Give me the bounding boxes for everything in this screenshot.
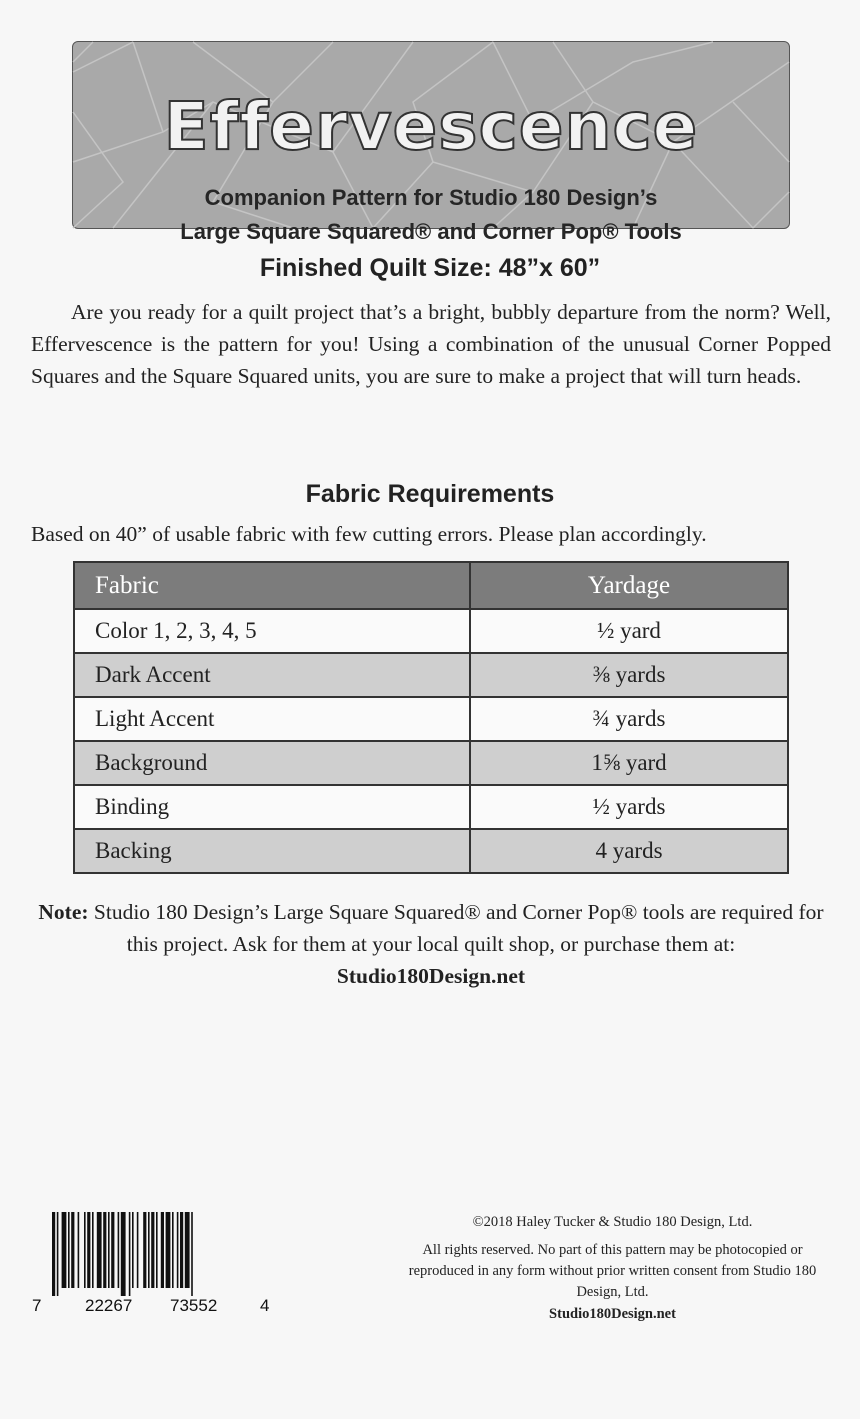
barcode-bar xyxy=(121,1212,126,1296)
barcode-bar xyxy=(180,1212,183,1288)
upc-barcode xyxy=(30,1212,275,1322)
barcode-bar xyxy=(143,1212,146,1288)
footer-website[interactable]: Studio180Design.net xyxy=(549,1306,676,1322)
table-row xyxy=(74,785,788,829)
barcode-bar xyxy=(84,1212,86,1288)
barcode-bar xyxy=(68,1212,70,1288)
barcode-bar xyxy=(57,1212,59,1296)
fabric-cell: Dark Accent xyxy=(74,653,470,697)
table-header-row xyxy=(74,562,788,609)
pattern-subtitle-line2: Large Square Squared® and Corner Pop® Tools xyxy=(180,219,682,244)
yardage-cell: ⅜ yards xyxy=(470,653,788,697)
barcode-bar xyxy=(103,1212,106,1288)
barcode-bar xyxy=(177,1212,179,1288)
table-row xyxy=(74,829,788,873)
barcode-digit-last: 4 xyxy=(260,1296,270,1315)
barcode-digits-group2: 73552 xyxy=(170,1296,218,1315)
title-banner xyxy=(72,41,790,244)
fabric-basis-text: Based on 40” of usable fabric with few cutting errors. Please plan accordingly. xyxy=(31,522,707,546)
intro-paragraph: Are you ready for a quilt project that’s a bright, bubbly departure from the norm? Well, Effervescence is the pattern for you! Using a combination of the unusual Corner Popped Squares and the Square Squared units, you are sure to make a project that will turn heads. xyxy=(31,300,831,388)
barcode-bar xyxy=(166,1212,171,1288)
fabric-requirements-heading: Fabric Requirements xyxy=(305,480,555,508)
table-row xyxy=(74,741,788,785)
pattern-subtitle-line1: Companion Pattern for Studio 180 Design’s xyxy=(204,185,658,210)
barcode-bar xyxy=(129,1212,131,1296)
barcode-bar xyxy=(118,1212,120,1288)
fabric-cell: Light Accent xyxy=(74,697,470,741)
table-row xyxy=(74,697,788,741)
barcode-bar xyxy=(87,1212,90,1288)
barcode-bar xyxy=(132,1212,134,1288)
yardage-cell: ½ yard xyxy=(470,609,788,653)
fabric-cell: Background xyxy=(74,741,470,785)
fabric-cell: Binding xyxy=(74,785,470,829)
finished-size-heading: Finished Quilt Size: 48”x 60” xyxy=(259,254,601,282)
barcode-digit-first: 7 xyxy=(32,1296,42,1315)
column-header-yardage: Yardage xyxy=(470,562,788,609)
barcode-bar xyxy=(78,1212,80,1288)
note-label: Note: xyxy=(38,900,89,924)
yardage-cell: 1⅝ yard xyxy=(470,741,788,785)
fabric-cell: Color 1, 2, 3, 4, 5 xyxy=(74,609,470,653)
barcode-bars xyxy=(30,1212,275,1296)
pattern-title: Effervescence xyxy=(163,88,699,165)
barcode-bar xyxy=(71,1212,74,1288)
table-row xyxy=(74,653,788,697)
copyright-line: ©2018 Haley Tucker & Studio 180 Design, Ltd. xyxy=(472,1214,753,1230)
fabric-cell: Backing xyxy=(74,829,470,873)
note-website-link[interactable]: Studio180Design.net xyxy=(336,964,526,988)
barcode-bar xyxy=(52,1212,55,1296)
barcode-bar xyxy=(111,1212,114,1288)
rights-notice: All rights reserved. No part of this pattern may be photocopied or reproduced in any form without prior written consent from Studio 180 Design, Ltd. xyxy=(408,1242,817,1300)
barcode-bar xyxy=(156,1212,158,1288)
barcode-bar xyxy=(62,1212,67,1288)
barcode-digits-group1: 22267 xyxy=(85,1296,133,1315)
barcode-bar xyxy=(161,1212,164,1288)
tools-note xyxy=(31,896,831,992)
fabric-requirements-table xyxy=(73,561,789,874)
barcode-bar xyxy=(92,1212,94,1288)
note-text: Studio 180 Design’s Large Square Squared® and Corner Pop® tools are required for this project. Ask for them at your local quilt shop, or purchase them at: xyxy=(88,900,824,956)
table-row xyxy=(74,609,788,653)
barcode-bar xyxy=(97,1212,102,1288)
barcode-bar xyxy=(108,1212,110,1288)
barcode-bar xyxy=(172,1212,174,1288)
yardage-cell: 4 yards xyxy=(470,829,788,873)
barcode-bar xyxy=(137,1212,139,1288)
column-header-fabric: Fabric xyxy=(74,562,470,609)
barcode-bar xyxy=(148,1212,150,1288)
barcode-bar xyxy=(185,1212,190,1288)
yardage-cell: ½ yards xyxy=(470,785,788,829)
barcode-bar xyxy=(151,1212,154,1288)
yardage-cell: ¾ yards xyxy=(470,697,788,741)
barcode-bar xyxy=(191,1212,193,1296)
